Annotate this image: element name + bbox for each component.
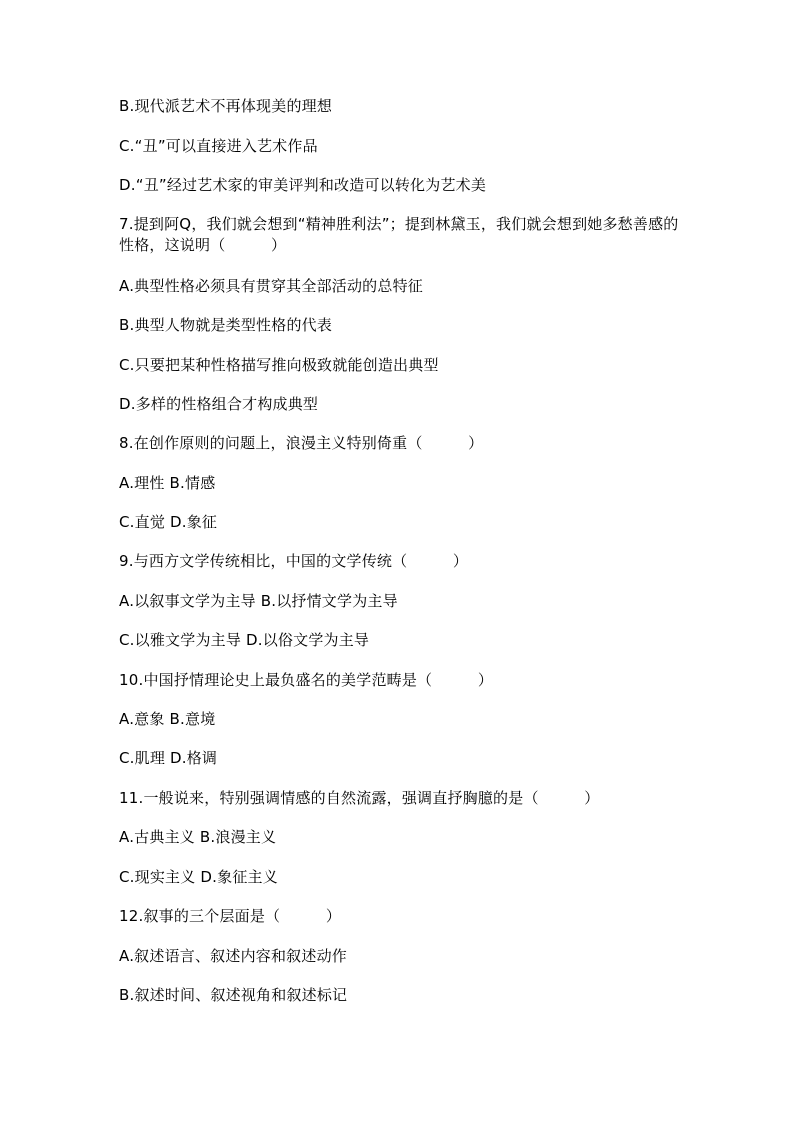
q9-options-ab: A.以叙事文学为主导 B.以抒情文学为主导 xyxy=(119,592,398,610)
q10-options-ab: A.意象 B.意境 xyxy=(119,710,216,728)
question-12: 12.叙事的三个层面是（ ） xyxy=(119,907,342,925)
q7-option-d: D.多样的性格组合才构成典型 xyxy=(119,395,319,413)
q9-options-cd: C.以雅文学为主导 D.以俗文学为主导 xyxy=(119,631,370,649)
q11-options-cd: C.现实主义 D.象征主义 xyxy=(119,868,278,886)
q11-options-ab: A.古典主义 B.浪漫主义 xyxy=(119,828,277,846)
q7-option-a: A.典型性格必须具有贯穿其全部活动的总特征 xyxy=(119,277,423,295)
q7-option-c: C.只要把某种性格描写推向极致就能创造出典型 xyxy=(119,356,439,374)
q12-option-a: A.叙述语言、叙述内容和叙述动作 xyxy=(119,947,347,965)
option-c-ugly-enters-art: C.“丑”可以直接进入艺术作品 xyxy=(119,137,318,155)
q10-options-cd: C.肌理 D.格调 xyxy=(119,749,218,767)
question-11: 11.一般说来，特别强调情感的自然流露，强调直抒胸臆的是（ ） xyxy=(119,789,600,807)
option-b-modern-art: B.现代派艺术不再体现美的理想 xyxy=(119,97,333,115)
option-d-ugly-transforms: D.“丑”经过艺术家的审美评判和改造可以转化为艺术美 xyxy=(119,176,487,194)
q7-option-b: B.典型人物就是类型性格的代表 xyxy=(119,316,333,334)
q12-option-b: B.叙述时间、叙述视角和叙述标记 xyxy=(119,986,348,1004)
q8-options-ab: A.理性 B.情感 xyxy=(119,474,216,492)
q8-options-cd: C.直觉 D.象征 xyxy=(119,513,218,531)
question-9: 9.与西方文学传统相比，中国的文学传统（ ） xyxy=(119,552,469,570)
question-10: 10.中国抒情理论史上最负盛名的美学范畴是（ ） xyxy=(119,671,494,689)
question-8: 8.在创作原则的问题上，浪漫主义特别倚重（ ） xyxy=(119,434,484,452)
question-7: 7.提到阿Q，我们就会想到“精神胜利法”；提到林黛玉，我们就会想到她多愁善感的性格，这说明（ ） xyxy=(119,215,679,254)
